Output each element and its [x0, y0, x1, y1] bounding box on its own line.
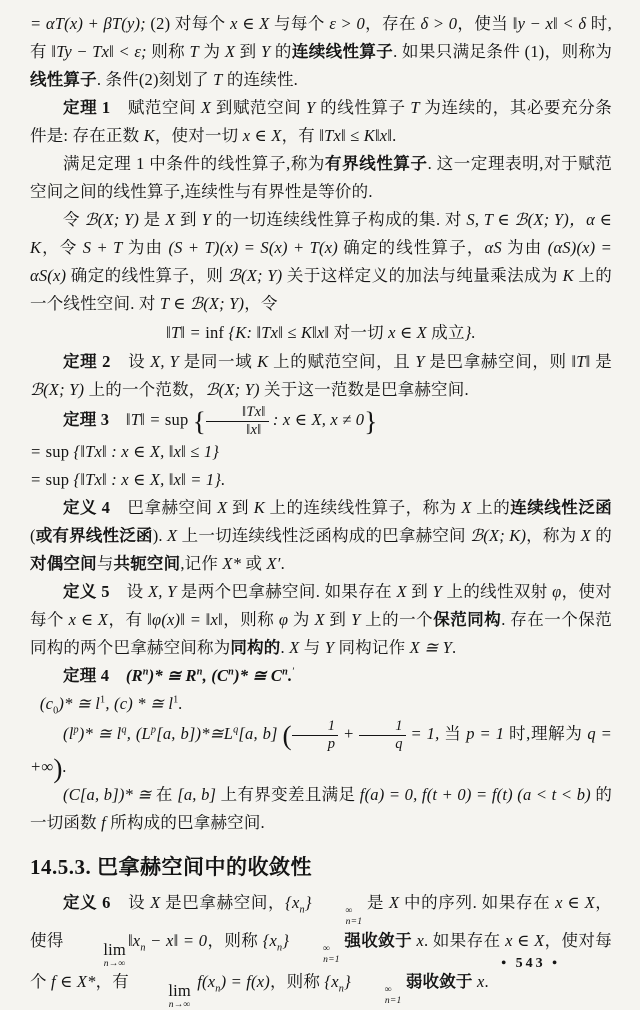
- paragraph-operator-space: [30, 206, 612, 318]
- text-run: . 存在一个保范同构的两个巴拿赫空间称为: [30, 610, 612, 658]
- superscript-text: p: [150, 724, 157, 736]
- text-run: 上的一个: [360, 610, 434, 630]
- text-run: ℬ(X; Y): [30, 380, 85, 399]
- text-run: . 如果存在: [424, 931, 506, 951]
- text-run: 为连续的，其必要充分条件是: 存在正数: [30, 98, 612, 145]
- text-run: ‖Tx‖ ≤ K‖x‖: [319, 126, 393, 145]
- text-run: T: [410, 98, 420, 117]
- suberscript-text: n: [277, 942, 283, 954]
- text-run: )* ≅ l: [78, 724, 122, 744]
- text-run: (R: [125, 666, 143, 686]
- text-run: 定义 5: [63, 582, 110, 602]
- text-run: 的连续性.: [222, 70, 298, 89]
- text-run: 设: [110, 352, 151, 371]
- text-run: x: [411, 931, 425, 951]
- text-run: ，则称: [269, 972, 325, 992]
- text-run: 所构成的巴拿赫空间.: [105, 812, 265, 832]
- fraction: $\frac{1}{p}$: [292, 718, 338, 752]
- text-run: =: [30, 442, 46, 462]
- text-run: (c: [39, 694, 54, 714]
- text-run: .: [178, 694, 183, 714]
- text-run: , (L: [126, 724, 151, 744]
- text-run: x: [472, 972, 485, 992]
- superscript-text: ʹ: [292, 666, 295, 678]
- text-run: (αS)(x) = αS(x): [30, 238, 612, 285]
- suberscript-text: n: [140, 942, 146, 954]
- text-run: 时,有: [30, 14, 612, 61]
- text-run: 与: [96, 554, 114, 574]
- text-run: = 1,: [405, 724, 440, 744]
- text-run: 或有界线性泛函: [35, 526, 153, 546]
- text-run: f(x: [192, 972, 216, 992]
- text-run: 成立: [426, 323, 465, 342]
- text-run: }: [344, 972, 351, 992]
- text-run: 定理 4: [63, 666, 110, 686]
- superscript-text: 1: [100, 694, 106, 706]
- text-run: X: [388, 892, 400, 912]
- text-run: ，有: [108, 610, 148, 630]
- text-run: S + T: [82, 238, 123, 257]
- text-run: =: [30, 470, 46, 490]
- text-run: f ∈ X*: [51, 972, 96, 992]
- text-run: 同构记作: [334, 638, 410, 658]
- text-run: f(a) = 0, f(t + 0) = f(t): [359, 784, 513, 804]
- text-run: 关于这样定义的加法与纯量乘法成为: [282, 266, 563, 285]
- text-run: 上有界变差且满足: [216, 784, 360, 804]
- text-run: K: [143, 126, 155, 145]
- fraction: $\frac{1}{q}$: [359, 718, 405, 752]
- text-run: ，令: [244, 294, 278, 313]
- theorem-2: [30, 348, 612, 404]
- fraction: $\frac{‖Tx‖}{‖x‖}$: [206, 404, 268, 438]
- text-run: Y: [324, 638, 335, 658]
- text-run: 到: [324, 610, 352, 630]
- text-run: 定理 1: [63, 98, 111, 117]
- text-run: )* ≅ R: [148, 666, 197, 686]
- text-run: 关于这一范数是巴拿赫空间.: [259, 380, 469, 399]
- text-run: {x: [262, 931, 278, 951]
- text-run: 连续线性泛函: [510, 498, 612, 518]
- text-run: ℬ(X; Y): [84, 210, 140, 229]
- text-run: (l: [63, 724, 74, 744]
- text-run: = αT(x) + βT(y);: [30, 14, 151, 33]
- theorem-4-lp-duality: [30, 718, 612, 784]
- text-run: X: [224, 42, 236, 61]
- text-run: 的线性算子: [315, 98, 411, 117]
- text-run: X, Y: [150, 352, 179, 371]
- text-run: 满足定理 1 中条件的线性算子,称为: [63, 154, 326, 173]
- text-run: (a < t < b): [517, 784, 591, 804]
- text-run: ℬ(X; Y): [205, 380, 260, 399]
- text-run: 线性算子: [30, 70, 97, 89]
- text-run: . 如果只满足条件 (1)，则称为: [393, 42, 613, 61]
- superscript-text: n: [282, 666, 288, 678]
- text-run: )* ≅ l: [58, 694, 101, 714]
- text-run: 为由: [501, 238, 548, 257]
- page-number: • 543 •: [501, 956, 560, 971]
- suberscript-text: 0: [53, 705, 59, 717]
- text-run: ).: [152, 526, 168, 546]
- text-run: 是: [362, 892, 389, 912]
- text-run: ，存在: [364, 14, 421, 33]
- text-run: )* ≅ C: [234, 666, 283, 686]
- text-run: X: [289, 638, 300, 658]
- text-run: , (c) * ≅ l: [105, 694, 174, 714]
- definition-4: [30, 494, 612, 578]
- text-run: X: [580, 526, 591, 546]
- text-run: S, T ∈ ℬ(X; Y)，α ∈ K: [30, 210, 612, 257]
- sequence-limits-stack: ∞ n=1: [345, 905, 363, 927]
- text-run: 上的线性双射: [441, 582, 553, 602]
- text-run: ，使对每个: [30, 931, 612, 992]
- suberscript-text: n: [338, 983, 345, 995]
- text-run: 到赋范空间: [211, 98, 307, 117]
- text-run: 与: [299, 638, 325, 658]
- superscript-text: n: [142, 666, 149, 678]
- text-run: ，则称: [222, 610, 279, 630]
- text-run: sup: [164, 409, 189, 429]
- text-run: Y: [306, 98, 316, 117]
- superscript-text: q: [121, 724, 127, 736]
- text-run: .: [280, 638, 290, 658]
- superscript-text: n: [196, 666, 203, 678]
- theorem-3: [30, 404, 612, 494]
- text-run: 上的赋范空间，且: [268, 352, 416, 371]
- text-run: . 这一定理表明,对于赋范空间之间的线性算子,连续性与有界性是等价的.: [30, 154, 612, 201]
- superscript-text: 1: [173, 694, 179, 706]
- text-run: 到: [406, 582, 433, 602]
- text-run: (: [282, 720, 292, 751]
- text-run: ‖Ty − Tx‖ < ε;: [51, 42, 147, 61]
- text-run: ‖y − x‖ < δ: [512, 14, 587, 33]
- text-run: 时,理解为: [504, 724, 588, 744]
- text-run: 定义 6: [63, 892, 111, 912]
- text-run: φ: [552, 582, 562, 602]
- text-run: ，令: [41, 238, 83, 257]
- text-run: X′: [266, 554, 281, 574]
- text-run: }: [282, 931, 290, 951]
- text-run: x ∈ X: [505, 931, 545, 951]
- text-run: 设: [110, 892, 151, 912]
- text-run: 是巴拿赫空间，则: [424, 352, 572, 371]
- text-run: ): [53, 753, 63, 784]
- text-run: {‖Tx‖ : x ∈ X, ‖x‖ ≤ 1}: [69, 442, 220, 462]
- text-run: 连续线性算子: [291, 42, 394, 61]
- text-run: 赋范空间: [110, 98, 201, 117]
- text-run: 上的一个线性空间. 对: [30, 266, 612, 313]
- text-run: δ > 0: [420, 14, 458, 33]
- text-run: 中的序列. 如果存在: [399, 892, 556, 912]
- text-run: 到: [175, 210, 202, 229]
- text-run: X*: [222, 554, 242, 574]
- text-run: 为: [198, 42, 225, 61]
- text-run: ‖φ(x)‖ = ‖x‖: [147, 610, 223, 630]
- section-heading: 14.5.3. 巴拿赫空间中的收敛性: [30, 854, 312, 879]
- text-run: .: [484, 972, 489, 992]
- text-run: ,记作: [180, 554, 223, 574]
- text-run: 定理 2: [63, 352, 111, 371]
- text-run: 同构的: [230, 638, 281, 658]
- text-run: (S + T)(x) = S(x) + T(x): [168, 238, 338, 257]
- text-run: 共轭空间: [113, 554, 181, 574]
- text-run: [a, b]: [238, 724, 283, 744]
- text-run: 上的连续线性算子，称为: [264, 498, 462, 518]
- text-run: ，有: [281, 126, 320, 145]
- text-run: {K: ‖Tx‖ ≤ K‖x‖: [224, 323, 330, 342]
- text-run: 则称: [146, 42, 190, 61]
- text-run: x ∈ X: [388, 323, 427, 342]
- text-run: ，使对每个: [30, 582, 612, 630]
- text-run: }: [304, 892, 312, 912]
- text-run: x ∈ X: [242, 126, 282, 145]
- text-run: 到: [227, 498, 254, 518]
- text-run: {x: [285, 892, 300, 912]
- text-run: Y: [351, 610, 361, 630]
- text-run: 定义 4: [63, 498, 111, 518]
- sequence-limits-stack: ∞ n=1: [384, 984, 402, 1006]
- text-run: ，使当: [457, 14, 513, 33]
- text-run: 上一切连续线性泛函构成的巴拿赫空间: [177, 526, 471, 546]
- text-run: x ∈ X: [555, 892, 595, 912]
- text-run: 确定的线性算子，则: [66, 266, 228, 285]
- text-run: ‖T‖ =: [125, 409, 165, 429]
- text-run: (: [30, 526, 36, 546]
- superscript-text: q: [233, 724, 239, 736]
- text-run: p = 1: [466, 724, 505, 744]
- superscript-text: p: [73, 724, 79, 736]
- text-run: 当: [439, 724, 467, 744]
- text-run: 设: [109, 582, 148, 602]
- text-run: ‖T‖ =: [166, 323, 206, 342]
- text-run: (C[a, b])* ≅: [63, 784, 156, 804]
- text-run: .: [452, 638, 457, 658]
- sequence-limits-stack: ∞ n=1: [323, 943, 340, 965]
- text-run: φ: [278, 610, 289, 630]
- operator-norm-inf-formula: [30, 319, 612, 347]
- text-run: x ∈ X: [230, 14, 270, 33]
- text-run: .: [62, 756, 67, 776]
- text-run: αS: [484, 238, 502, 257]
- text-run: X: [461, 498, 472, 518]
- text-run: {‖Tx‖ : x ∈ X, ‖x‖ = 1}.: [69, 470, 226, 490]
- text-run: 在: [155, 784, 178, 804]
- text-run: K: [253, 498, 265, 518]
- definition-5: [30, 578, 612, 662]
- text-run: 为: [288, 610, 315, 630]
- text-run: 的: [270, 42, 292, 61]
- text-run: ，有: [95, 972, 134, 992]
- text-run: .: [392, 126, 397, 145]
- text-run: ，则称: [207, 931, 263, 951]
- theorem-1: [30, 94, 612, 150]
- text-run: : x ∈ X, x ≠ 0: [268, 409, 365, 429]
- text-run: Y: [201, 210, 211, 229]
- text-run: 定理 3: [63, 409, 110, 429]
- text-run: f: [101, 812, 106, 832]
- remark-bounded-linear-operator: [30, 150, 612, 206]
- text-run: ，使得: [30, 892, 612, 951]
- text-run: 对偶空间: [30, 554, 97, 574]
- text-run: . 条件(2)刻划了: [96, 70, 214, 89]
- text-run: 是: [590, 352, 613, 371]
- text-run: ，使对一切: [154, 126, 243, 145]
- paragraph-continuation-operator-definition: [30, 10, 612, 94]
- text-run: Y: [432, 582, 442, 602]
- text-run: X ≅ Y: [409, 638, 452, 658]
- text-run: inf: [205, 323, 225, 342]
- text-run: }.: [464, 323, 476, 342]
- text-run: X: [314, 610, 325, 630]
- text-run: 的: [590, 526, 612, 546]
- text-run: ℬ(X; Y): [227, 266, 283, 285]
- text-run: 为由: [122, 238, 169, 257]
- text-run: {x: [324, 972, 339, 992]
- theorem-4-line-2: [30, 690, 612, 718]
- text-run: [109, 666, 126, 685]
- text-run: Y: [415, 352, 425, 371]
- text-run: , (C: [202, 666, 229, 686]
- text-run: ℬ(X; K): [470, 526, 527, 546]
- text-run: .: [287, 666, 293, 686]
- text-run: ε > 0: [329, 14, 365, 33]
- text-run: 是同一域: [178, 352, 258, 371]
- text-run: 或: [241, 554, 267, 574]
- text-run: 强收敛于: [344, 931, 412, 951]
- text-run: (2) 对每个: [150, 14, 231, 33]
- text-run: .: [280, 554, 285, 574]
- text-run: ，称为: [526, 526, 581, 546]
- text-run: K: [257, 352, 269, 371]
- text-run: [a, b])*≅L: [156, 724, 234, 744]
- text-run: sup: [45, 470, 70, 490]
- text-run: 与每个: [269, 14, 330, 33]
- text-run: 是巴拿赫空间，: [160, 892, 286, 912]
- text-run: 令: [63, 210, 85, 229]
- text-run: T: [189, 42, 199, 61]
- text-run: 保范同构: [433, 610, 502, 630]
- text-run: X: [165, 210, 176, 229]
- text-run: 对一切: [329, 323, 389, 342]
- text-run: ‖x: [127, 931, 141, 951]
- definition-6: [30, 889, 612, 1010]
- text-run: +: [338, 724, 360, 744]
- text-run: 的一切函数: [30, 784, 613, 832]
- text-run: 有界线性算子: [325, 154, 428, 173]
- text-run: − x‖ = 0: [145, 931, 208, 951]
- text-run: [a, b]: [177, 784, 217, 804]
- theorem-3-line-2: [30, 438, 612, 466]
- text-run: 的一切连续线性算子构成的集. 对: [210, 210, 467, 229]
- text-run: T: [213, 70, 223, 89]
- text-run: 巴拿赫空间: [110, 498, 218, 518]
- suberscript-text: n: [299, 904, 305, 916]
- text-run: q = +∞: [30, 724, 612, 776]
- theorem-3-line-3: [30, 466, 612, 494]
- text-run: ‖T‖: [571, 352, 591, 371]
- text-run: x ∈ X: [68, 610, 109, 630]
- text-run: [109, 410, 126, 429]
- text-run: Y: [261, 42, 271, 61]
- text-run: X: [217, 498, 228, 518]
- paragraph-dual-of-C: [30, 781, 612, 837]
- text-run: T ∈ ℬ(X; Y): [159, 294, 245, 313]
- text-run: X: [150, 892, 161, 912]
- text-run: X: [167, 526, 178, 546]
- text-run: X, Y: [147, 582, 177, 602]
- text-run: 到: [235, 42, 262, 61]
- text-run: K: [562, 266, 574, 285]
- text-run: sup: [45, 442, 70, 462]
- theorem-4-line-1: [30, 662, 612, 690]
- text-run: X: [200, 98, 212, 117]
- text-run: ) = f(x): [220, 972, 270, 992]
- theorem-3-line-1: [30, 404, 612, 438]
- text-run: }: [364, 406, 378, 437]
- text-run: 是两个巴拿赫空间. 如果存在: [176, 582, 397, 602]
- text-run: 确定的线性算子，: [337, 238, 485, 257]
- suberscript-text: n: [215, 983, 221, 995]
- text-run: 弱收敛于: [405, 972, 473, 992]
- text-run: 是: [139, 210, 166, 229]
- text-run: X: [396, 582, 407, 602]
- superscript-text: n: [228, 666, 235, 678]
- limit-operator: lim n→∞: [103, 940, 126, 969]
- text-run: 上的一个范数，: [84, 380, 206, 399]
- text-run: {: [192, 406, 207, 437]
- limit-operator: lim n→∞: [168, 981, 191, 1010]
- text-run: 上的: [471, 498, 511, 518]
